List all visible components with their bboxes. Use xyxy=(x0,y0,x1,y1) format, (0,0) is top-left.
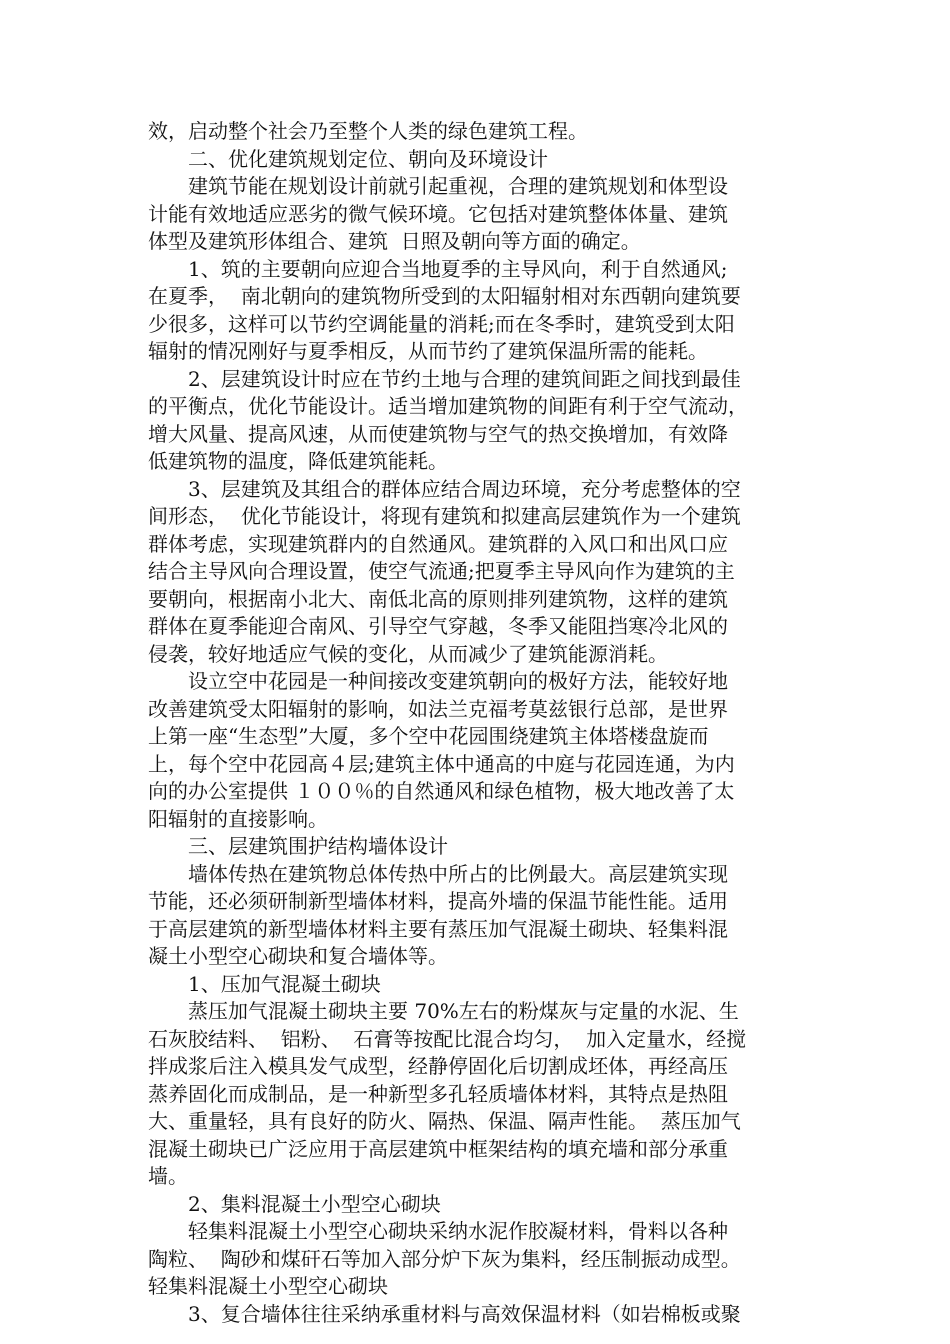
text-line: 1、筑的主要朝向应迎合当地夏季的主导风向，利于自然通风; xyxy=(188,256,728,281)
text-line: 设立空中花园是一种间接改变建筑朝向的极好方法，能较好地 xyxy=(188,669,728,693)
text-line: 2、层建筑设计时应在节约土地与合理的建筑间距之间找到最佳 xyxy=(188,366,741,391)
text-line: 墙体传热在建筑物总体传热中所占的比例最大。高层建筑实现 xyxy=(188,861,728,886)
text-line: 3、层建筑及其组合的群体应结合周边环境，充分考虑整体的空 xyxy=(188,476,741,501)
text-line: 结合主导风向合理设置，使空气流通;把夏季主导风向作为建筑的主 xyxy=(148,559,735,583)
text-line: 辐射的情况刚好与夏季相反，从而节约了建筑保温所需的能耗。 xyxy=(148,339,708,363)
text-line: 建筑节能在规划设计前就引起重视，合理的建筑规划和体型设 xyxy=(188,174,728,198)
text-line: 上，每个空中花园高４层;建筑主体中通高的中庭与花园连通，为内 xyxy=(148,751,735,776)
text-line: 凝土小型空心砌块和复合墙体等。 xyxy=(148,944,448,968)
text-line: 2、集料混凝土小型空心砌块 xyxy=(188,1191,441,1216)
text-line: 在夏季， 南北朝向的建筑物所受到的太阳辐射相对东西朝向建筑要 xyxy=(148,284,741,308)
text-line: 上第一座“生态型”大厦，多个空中花园围绕建筑主体塔楼盘旋而 xyxy=(148,724,709,748)
text-line: 低建筑物的温度，降低建筑能耗。 xyxy=(148,449,448,473)
text-line: 增大风量、提高风速，从而使建筑物与空气的热交换增加，有效降 xyxy=(148,421,728,446)
text-line: 阳辐射的直接影响。 xyxy=(148,806,328,831)
text-line: 轻集料混凝土小型空心砌块采纳水泥作胶凝材料，骨料以各种 xyxy=(188,1219,728,1243)
text-line: 混凝土砌块已广泛应用于高层建筑中框架结构的填充墙和部分承重 xyxy=(148,1136,728,1161)
text-line: 向的办公室提供 １００％的自然通风和绿色植物，极大地改善了太 xyxy=(148,779,735,803)
text-line: 石灰胶结料、 铝粉、 石膏等按配比混合均匀， 加入定量水，经搅 xyxy=(148,1026,747,1051)
document-page xyxy=(148,118,808,1328)
text-line: 群体在夏季能迎合南风、引导空气穿越，冬季又能阻挡寒冷北风的 xyxy=(148,614,728,638)
text-line: 计能有效地适应恶劣的微气候环境。它包括对建筑整体体量、建筑 xyxy=(148,201,728,226)
text-line: 拌成浆后注入模具发气成型，经静停固化后切割成坯体，再经高压 xyxy=(148,1054,728,1078)
text-line: 3、复合墙体往往采纳承重材料与高效保温材料（如岩棉板或聚 xyxy=(188,1301,741,1326)
text-line: 间形态， 优化节能设计，将现有建筑和拟建高层建筑作为一个建筑 xyxy=(148,504,741,528)
text-line: 二、优化建筑规划定位、朝向及环境设计 xyxy=(188,146,548,171)
text-line: 要朝向，根据南小北大、南低北高的原则排列建筑物，这样的建筑 xyxy=(148,586,728,611)
text-line: 改善建筑受太阳辐射的影响，如法兰克福考莫兹银行总部，是世界 xyxy=(148,696,728,721)
text-line: 三、层建筑围护结构墙体设计 xyxy=(188,834,448,858)
text-line: 的平衡点，优化节能设计。适当增加建筑物的间距有利于空气流动， xyxy=(148,394,748,418)
text-line: 1、压加气混凝土砌块 xyxy=(188,971,381,996)
text-line: 效，启动整个社会乃至整个人类的绿色建筑工程。 xyxy=(148,119,588,143)
text-line: 体型及建筑形体组合、建筑 日照及朝向等方面的确定。 xyxy=(148,229,641,253)
text-line: 节能，还必须研制新型墙体材料，提高外墙的保温节能性能。适用 xyxy=(148,889,728,913)
text-line: 大、重量轻，具有良好的防火、隔热、保温、隔声性能。 蒸压加气 xyxy=(148,1109,741,1133)
text-line: 轻集料混凝土小型空心砌块 xyxy=(148,1274,388,1298)
text-line: 少很多，这样可以节约空调能量的消耗;而在冬季时，建筑受到太阳 xyxy=(148,311,735,336)
text-line: 于高层建筑的新型墙体材料主要有蒸压加气混凝土砌块、轻集料混 xyxy=(148,916,728,941)
text-line: 侵袭，较好地适应气候的变化，从而减少了建筑能源消耗。 xyxy=(148,641,668,666)
text-line: 陶粒、 陶砂和煤矸石等加入部分炉下灰为集料，经压制振动成型。 xyxy=(148,1246,741,1271)
text-line: 蒸压加气混凝土砌块主要 70%左右的粉煤灰与定量的水泥、生 xyxy=(188,999,739,1023)
text-line: 蒸养固化而成制品，是一种新型多孔轻质墙体材料，其特点是热阻 xyxy=(148,1081,728,1106)
text-line: 群体考虑，实现建筑群内的自然通风。建筑群的入风口和出风口应 xyxy=(148,531,728,556)
text-line: 墙。 xyxy=(148,1164,188,1188)
